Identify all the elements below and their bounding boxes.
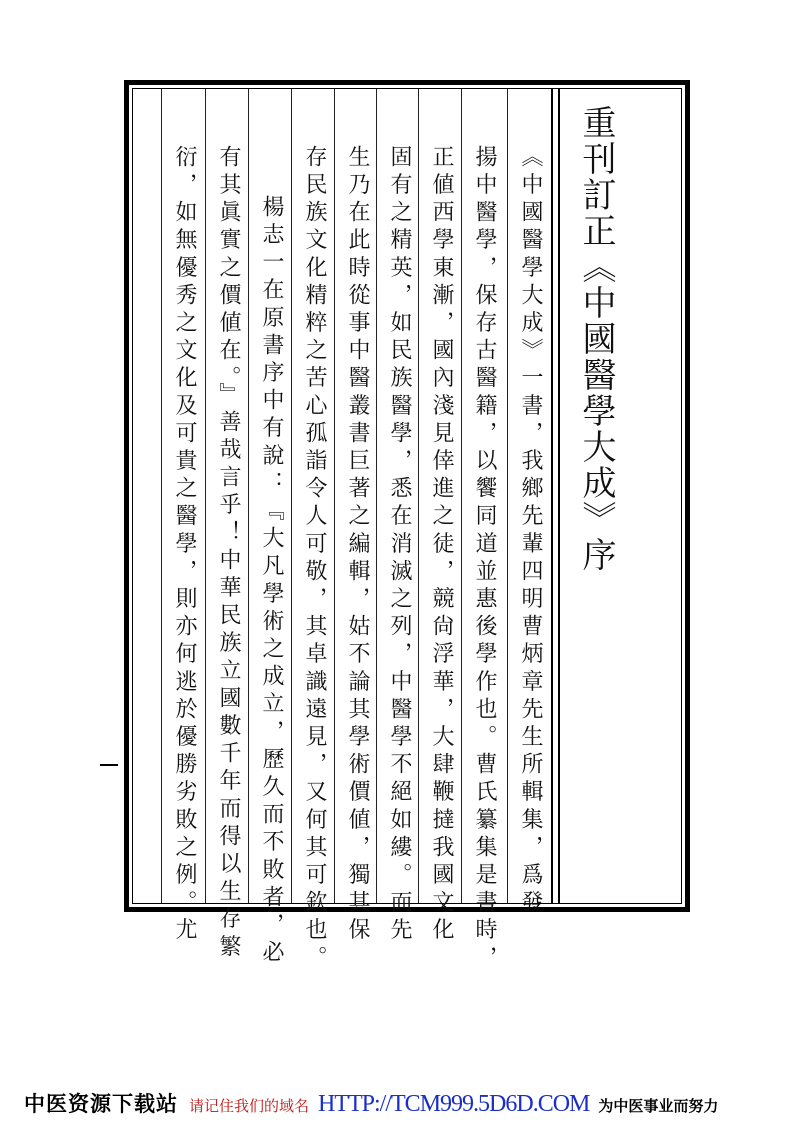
title-separator — [551, 89, 560, 903]
column-text: 揚中醫學，保存古醫籍，以饗同道並惠後學作也。曹氏纂集是書時， — [472, 145, 497, 973]
page-frame — [124, 80, 690, 973]
column-text: 固有之精英，如民族醫學，悉在消滅之列，中醫學不絕如縷。而先 — [387, 145, 412, 946]
text-column-8 — [205, 89, 250, 962]
text-column-3 — [418, 89, 463, 946]
footer-remember-text: 请记住我们的域名 — [189, 1097, 310, 1115]
text-column-1 — [507, 89, 552, 918]
column-text: 生乃在此時從事中醫叢書巨著之編輯，姑不論其學術價値，獨其保 — [345, 145, 370, 946]
footer-slogan: 为中医事业而努力 — [598, 1097, 719, 1115]
column-text: 《中國醫學大成》一書，我鄉先輩四明曹炳章先生所輯集，爲發 — [518, 145, 543, 918]
column-text: 衍，如無優秀之文化及可貴之醫學，則亦何逃於優勝劣敗之例。尤 — [172, 145, 197, 946]
column-text: 有其眞實之價値在。』善哉言乎！中華民族立國數千年而得以生存繁 — [216, 145, 241, 962]
text-column-2 — [461, 89, 506, 973]
footer-watermark — [24, 1090, 718, 1120]
column-text: 存民族文化精粹之苦心孤詣令人可敬，其卓識遠見，又何其可欽也。 — [302, 145, 327, 973]
page-inner-frame — [132, 88, 682, 973]
text-column-6 — [291, 89, 336, 973]
text-column-5 — [334, 89, 379, 946]
text-column-4 — [376, 89, 421, 946]
footer-site-name: 中医资源下载站 — [24, 1092, 178, 1116]
footer-url-link[interactable]: HTTP://TCM999.5D6D.COM — [318, 1091, 590, 1117]
text-columns — [133, 89, 551, 973]
page-number-marker — [100, 764, 118, 766]
column-text: 正値西學東漸，國內淺見倖進之徒，競尙浮華，大肆鞭撻我國文化 — [429, 145, 454, 946]
text-column-9 — [161, 89, 206, 946]
column-text: 楊志一在原書序中有說：『大凡學術之成立，歷久而不敗者，必 — [259, 195, 284, 968]
text-column-7 — [248, 89, 293, 968]
document-title: 重刊訂正《中國醫學大成》序 — [576, 105, 616, 573]
